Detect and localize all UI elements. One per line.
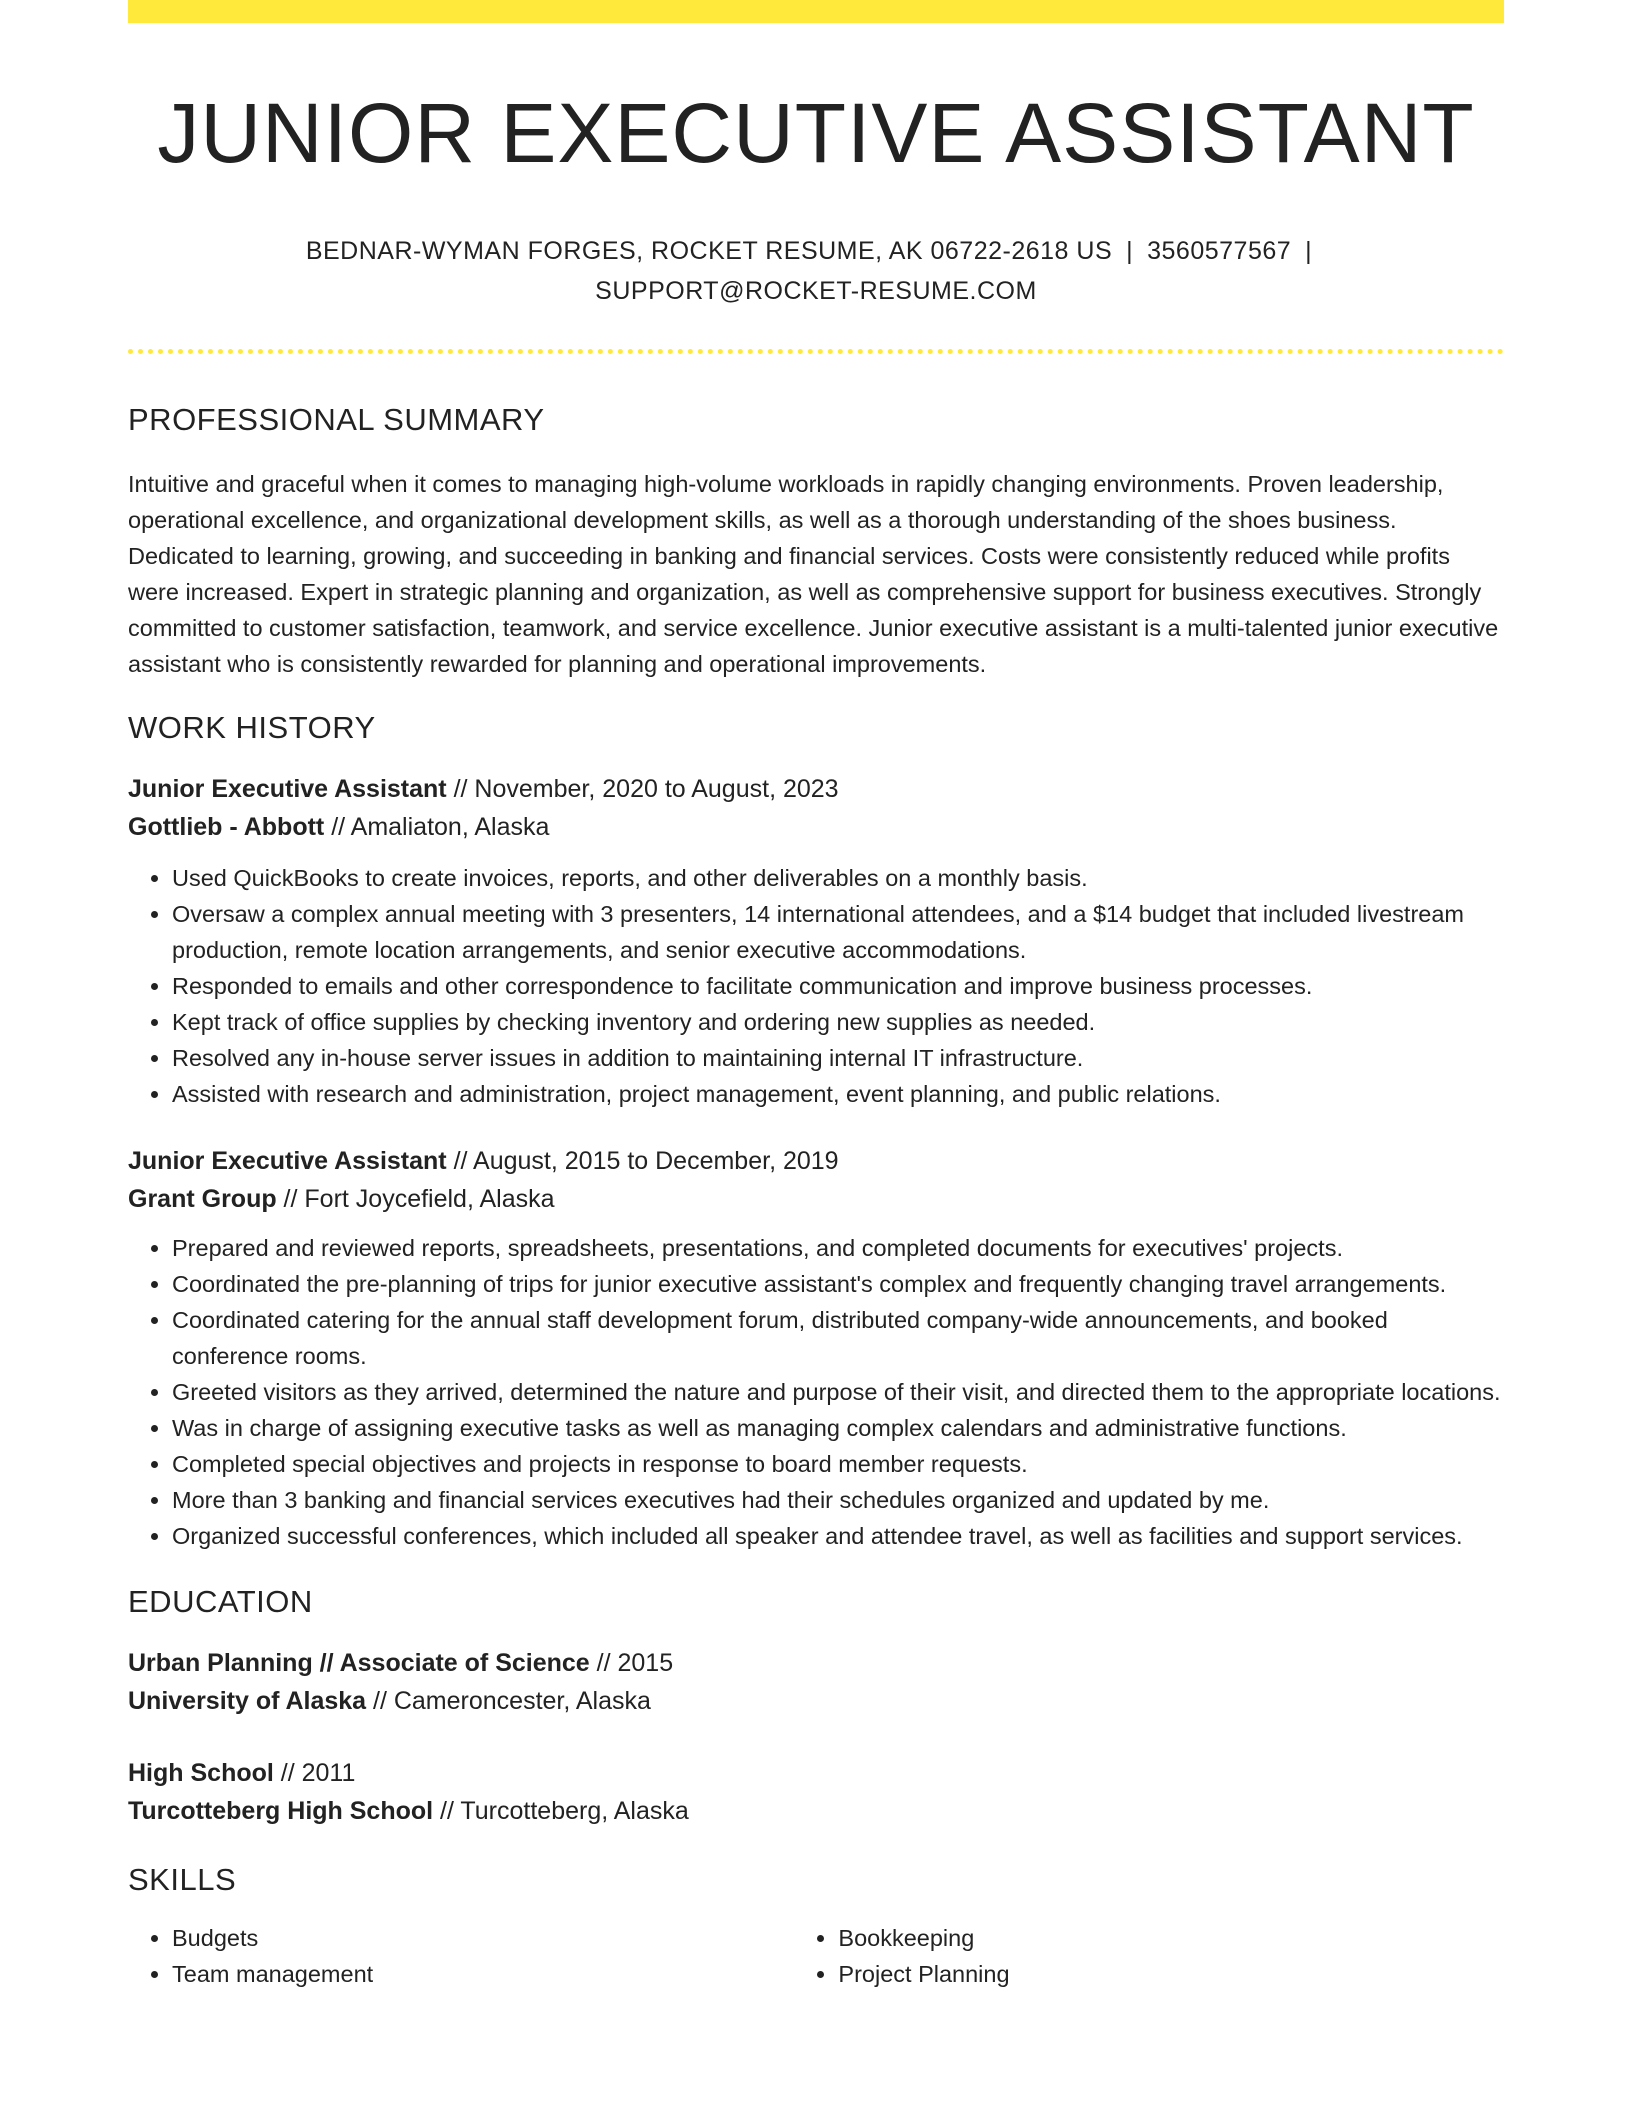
contact-phone: 3560577567	[1147, 237, 1292, 265]
list-item: • Responded to emails and other correspondence to facilitate communication and improve business processes.	[172, 968, 1504, 1004]
job-company-line	[128, 1180, 1504, 1218]
contact-email: SUPPORT@ROCKET-RESUME.COM	[595, 277, 1037, 305]
resume-title: JUNIOR EXECUTIVE ASSISTANT	[157, 86, 1475, 180]
list-item: • Oversaw a complex annual meeting with 3 presenters, 14 international attendees, and a $14 budget that included livestream production, remote location arrangements, and senior executive accommodations.	[172, 896, 1504, 968]
job-entry	[128, 1142, 1504, 1554]
job-company-line	[128, 808, 1504, 846]
work-history-heading: WORK HISTORY	[128, 710, 376, 745]
list-item: • More than 3 banking and financial services executives had their schedules organized and updated by me.	[172, 1482, 1504, 1518]
education-degree: High School	[128, 1759, 274, 1787]
list-item: • Resolved any in-house server issues in addition to maintaining internal IT infrastructure.	[172, 1040, 1504, 1076]
contact-info	[128, 231, 1504, 311]
contact-separator: |	[1305, 237, 1313, 265]
summary-heading: PROFESSIONAL SUMMARY	[128, 402, 545, 437]
education-location: // Cameroncester, Alaska	[366, 1687, 651, 1715]
list-item: • Bookkeeping	[838, 1920, 1504, 1956]
job-location: // Fort Joycefield, Alaska	[276, 1185, 555, 1213]
list-item: • Prepared and reviewed reports, spreadsheets, presentations, and completed documents for executives' projects.	[172, 1230, 1504, 1266]
job-company: Gottlieb - Abbott	[128, 813, 325, 841]
list-item: • Coordinated the pre-planning of trips for junior executive assistant's complex and frequently changing travel arrangements.	[172, 1266, 1504, 1302]
list-item: • Used QuickBooks to create invoices, reports, and other deliverables on a monthly basis.	[172, 860, 1504, 896]
education-degree-line	[128, 1754, 1504, 1792]
education-degree: Urban Planning // Associate of Science	[128, 1649, 590, 1677]
job-entry	[128, 770, 1504, 1112]
list-item: • Completed special objectives and projects in response to board member requests.	[172, 1446, 1504, 1482]
education-entry	[128, 1644, 1504, 1720]
job-bullets	[128, 860, 1504, 1112]
job-dates: // November, 2020 to August, 2023	[446, 775, 839, 803]
education-location: // Turcotteberg, Alaska	[433, 1797, 689, 1825]
top-accent-bar	[128, 0, 1504, 23]
skills-list	[128, 1920, 1504, 1992]
resume-page	[128, 0, 1504, 1992]
job-dates: // August, 2015 to December, 2019	[446, 1147, 839, 1175]
education-degree-line	[128, 1644, 1504, 1682]
contact-address: BEDNAR-WYMAN FORGES, ROCKET RESUME, AK 06722-2618 US	[305, 237, 1113, 265]
dotted-divider	[128, 349, 1504, 354]
list-item: • Project Planning	[838, 1956, 1504, 1992]
contact-separator: |	[1126, 237, 1134, 265]
skills-column-right	[794, 1920, 1504, 1992]
job-company: Grant Group	[128, 1185, 277, 1213]
list-item: • Kept track of office supplies by checking inventory and ordering new supplies as needed.	[172, 1004, 1504, 1040]
education-school: University of Alaska	[128, 1687, 367, 1715]
summary-text: Intuitive and graceful when it comes to managing high-volume workloads in rapidly changing environments. Proven leadership, operational excellence, and organizational development skills, as well as a thorough understanding of the shoes business. Dedicated to learning, growing, and succeeding in banking and financial services. Costs were consistently reduced while profits were increased. Expert in strategic planning and organization, as well as comprehensive support for business executives. Strongly committed to customer satisfaction, teamwork, and service excellence. Junior executive assistant is a multi-talented junior executive assistant who is consistently rewarded for planning and operational improvements.	[128, 471, 1499, 677]
list-item: • Was in charge of assigning executive tasks as well as managing complex calendars and administrative functions.	[172, 1410, 1504, 1446]
skills-heading: SKILLS	[128, 1862, 237, 1897]
job-title-line	[128, 1142, 1504, 1180]
job-title: Junior Executive Assistant	[128, 775, 447, 803]
education-school: Turcotteberg High School	[128, 1797, 434, 1825]
education-school-line	[128, 1792, 1504, 1830]
job-bullets	[128, 1230, 1504, 1554]
list-item: • Coordinated catering for the annual staff development forum, distributed company-wide announcements, and booked conference rooms.	[172, 1302, 1504, 1374]
list-item: • Team management	[172, 1956, 794, 1992]
education-entry	[128, 1754, 1504, 1830]
education-year: // 2015	[589, 1649, 674, 1677]
job-title-line	[128, 770, 1504, 808]
education-year: // 2011	[273, 1759, 356, 1787]
list-item: • Organized successful conferences, which included all speaker and attendee travel, as well as facilities and support services.	[172, 1518, 1504, 1554]
education-heading: EDUCATION	[128, 1584, 313, 1619]
education-school-line	[128, 1682, 1504, 1720]
list-item: • Assisted with research and administration, project management, event planning, and public relations.	[172, 1076, 1504, 1112]
list-item: • Budgets	[172, 1920, 794, 1956]
job-location: // Amaliaton, Alaska	[324, 813, 550, 841]
list-item: • Greeted visitors as they arrived, determined the nature and purpose of their visit, and directed them to the appropriate locations.	[172, 1374, 1504, 1410]
job-title: Junior Executive Assistant	[128, 1147, 447, 1175]
skills-column-left	[128, 1920, 794, 1992]
